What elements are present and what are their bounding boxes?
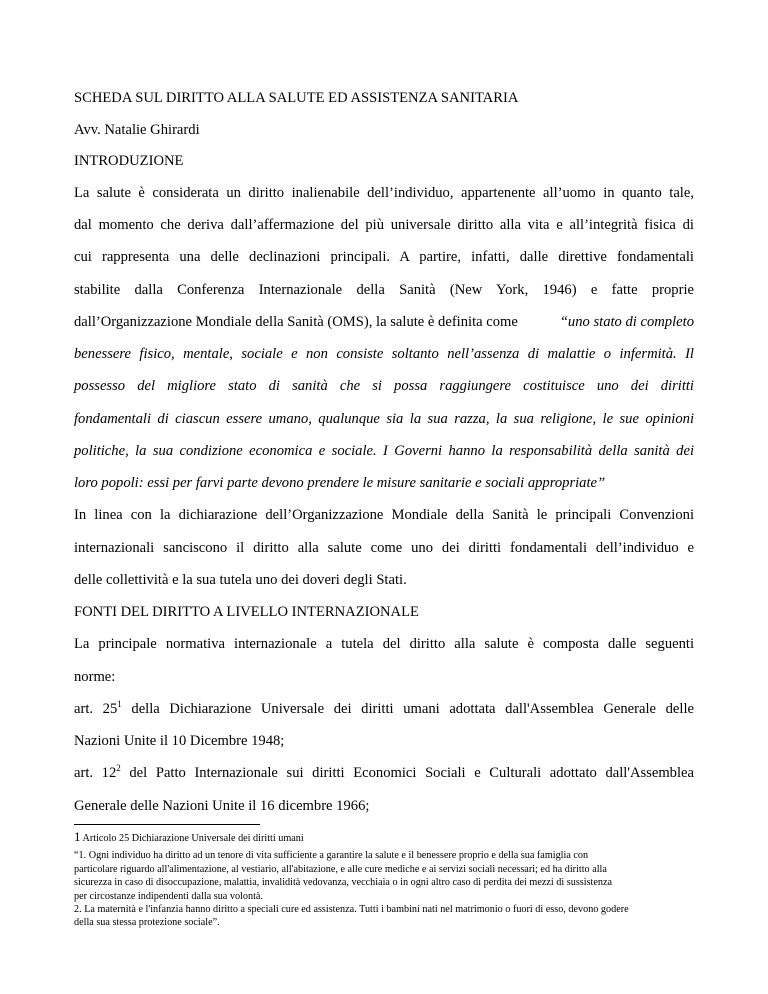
art25-line: [74, 700, 694, 718]
para2-line: In linea con la dichiarazione dell’Organizzazione Mondiale della Sanità le principali Convenzioni: [74, 507, 694, 523]
para2-line: internazionali sanciscono il diritto alla salute come uno dei diritti fondamentali dell’individuo e: [74, 540, 694, 556]
intro-line: La salute è considerata un diritto inalienabile dell’individuo, appartenente all’uomo in quanto tale,: [74, 185, 694, 201]
footnote-line: 2. La maternità e l'infanzia hanno diritto a speciali cure ed assistenza. Tutti i bambini nati nel matrimonio o fuori di esso, devono godere: [74, 904, 629, 916]
art12-line: [74, 764, 694, 782]
footnote-title: [74, 830, 694, 845]
document-title: SCHEDA SUL DIRITTO ALLA SALUTE ED ASSISTENZA SANITARIA: [74, 90, 519, 106]
art25-text: della Dichiarazione Universale dei diritti umani adottata dall'Assemblea Generale delle: [121, 701, 694, 717]
art25-line: Nazioni Unite il 10 Dicembre 1948;: [74, 733, 285, 749]
sources-heading: FONTI DEL DIRITTO A LIVELLO INTERNAZIONALE: [74, 604, 419, 620]
intro-line: cui rappresenta una delle declinazioni principali. A partire, infatti, dalle direttive fondamentali: [74, 249, 694, 265]
art12-prefix: art. 12: [74, 765, 117, 781]
intro-quote-line: benessere fisico, mentale, sociale e non consiste soltanto nell’assenza di malattie o infermità. Il: [74, 346, 694, 362]
intro-quote-line: fondamentali di ciascun essere umano, qualunque sia la sua razza, la sua religione, le sue opinioni: [74, 411, 694, 427]
intro-quote-start: “uno stato di completo: [559, 314, 694, 330]
footnote: [74, 830, 694, 930]
footnote-separator: [74, 824, 260, 825]
footnote-ref-2[interactable]: 2: [116, 763, 121, 774]
sources-line: La principale normativa internazionale a tutela del diritto alla salute è composta dalle seguenti: [74, 636, 694, 652]
footnote-title-text: Articolo 25 Dichiarazione Universale dei diritti umani: [80, 833, 304, 844]
art25-prefix: art. 25: [74, 701, 118, 717]
art12-text: del Patto Internazionale sui diritti Economici Sociali e Culturali adottato dall'Assemblea: [120, 765, 694, 781]
footnote-line: sicurezza in caso di disoccupazione, malattia, invalidità vedovanza, vecchiaia o in ogni altro caso di perdita dei mezzi di sussistenza: [74, 877, 613, 889]
intro-line: stabilite dalla Conferenza Internazionale della Sanità (New York, 1946) e fatte proprie: [74, 282, 694, 298]
intro-quote-line: loro popoli: essi per farvi parte devono prendere le misure sanitarie e sociali appropriate”: [74, 475, 606, 491]
intro-quote-line: politiche, la sua condizione economica e sociale. I Governi hanno la responsabilità della sanità dei: [74, 443, 694, 459]
footnote-line: della sua stessa protezione sociale”.: [74, 917, 220, 929]
intro-line-plain: dall’Organizzazione Mondiale della Sanità (OMS), la salute è definita come: [74, 314, 518, 330]
sources-line: norme:: [74, 669, 116, 685]
intro-heading: INTRODUZIONE: [74, 153, 184, 169]
intro-line: dal momento che deriva dall’affermazione del più universale diritto alla vita e all’integrità fisica di: [74, 217, 694, 233]
para2-line: delle collettività e la sua tutela uno dei doveri degli Stati.: [74, 572, 407, 588]
intro-line: [74, 313, 694, 331]
footnote-number: 1: [74, 829, 81, 844]
footnote-line: “1. Ogni individuo ha diritto ad un tenore di vita sufficiente a garantire la salute e il benessere proprio e della sua famiglia con: [74, 850, 589, 862]
art12-line: Generale delle Nazioni Unite il 16 dicembre 1966;: [74, 798, 370, 814]
footnote-line: per circostanze indipendenti dalla sua volontà.: [74, 890, 263, 902]
intro-quote-line: possesso del migliore stato di sanità che si possa raggiungere costituisce uno dei diritti: [74, 378, 694, 394]
footnote-line: particolare riguardo all'alimentazione, al vestiario, all'abitazione, e alle cure mediche e ai servizi sociali necessari; ed ha diritto alla: [74, 863, 607, 875]
document-author: Avv. Natalie Ghirardi: [74, 122, 200, 138]
footnote-ref-1[interactable]: 1: [117, 699, 122, 710]
